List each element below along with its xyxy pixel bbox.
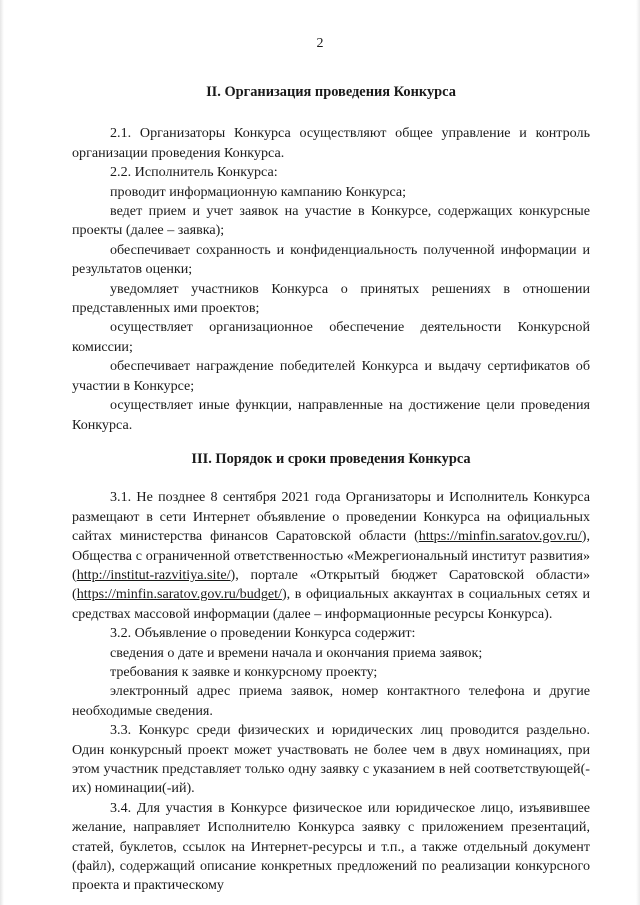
list-item-notifications: уведомляет участников Конкурса о принятых решениях в отношении представленных ими проектов; xyxy=(72,280,590,317)
scan-edge-left xyxy=(0,0,4,905)
paragraph-2-1: 2.1. Организаторы Конкурса осуществляют общее управление и контроль организации проведения Конкурса. xyxy=(72,125,590,161)
list-item-info-campaign: проводит информационную кампанию Конкурса; xyxy=(110,183,407,200)
paragraph-2-2: 2.2. Исполнитель Конкурса: xyxy=(110,164,278,181)
scan-edge-right xyxy=(636,0,640,905)
list-item-other-functions: осуществляет иные функции, направленные на достижение цели проведения Конкурса. xyxy=(72,397,590,433)
link-minfin-budget[interactable]: https://minfin.saratov.gov.ru/budget/ xyxy=(76,586,282,603)
document-body xyxy=(72,83,590,896)
link-institut-razvitiya[interactable]: http://institut-razvitiya.site/ xyxy=(76,566,231,583)
list-item-dates: сведения о дате и времени начала и окончания приема заявок; xyxy=(110,644,483,661)
paragraph-3-4: 3.4. Для участия в Конкурсе физическое или юридическое лицо, изъявившее желание, направляет Исполнителю Конкурса заявку с приложением презентаций, статей, буклетов, ссылок на Интернет-ресурсы и т.п., а также отдельный документ (файл), содержащий описание конкретных предложений по реализации конкурсного проекта и практическому xyxy=(72,799,590,894)
paragraph-3-1-text: ), в официальных аккаунтах в социальных сетях и средствах массовой информации (далее – информационные ресурсы Конкурса). xyxy=(72,586,590,622)
list-item-confidentiality: обеспечивает сохранность и конфиденциальность полученной информации и результатов оценки; xyxy=(72,241,590,278)
paragraph-3-1-text: 3.1. Не позднее 8 сентября 2021 года Организаторы и Исполнитель Конкурса размещают в сети Интернет объявление о проведении Конкурса на официальных сайтах министерства финансов Саратовской области ( xyxy=(72,489,590,545)
list-item-contacts: электронный адрес приема заявок, номер контактного телефона и другие необходимые сведения. xyxy=(72,683,590,719)
paragraph-3-3: 3.3. Конкурс среди физических и юридических лиц проводится раздельно. Один конкурсный проект может участвовать не более чем в двух номинациях, при этом участник представляет только одну заявку с указанием в ней соответствующей(-их) номинации(-ий). xyxy=(72,722,590,797)
page-number: 2 xyxy=(316,36,324,51)
section-2-title: II. Организация проведения Конкурса xyxy=(206,84,456,100)
link-minfin-saratov[interactable]: https://minfin.saratov.gov.ru/ xyxy=(418,528,582,545)
paragraph-3-1-text: ), Общества с ограниченной ответственностью «Межрегиональный институт развития» ( xyxy=(72,528,590,583)
list-item-awards: обеспечивает награждение победителей Конкурса и выдачу сертификатов об участии в Конкурсе; xyxy=(72,358,590,394)
paragraph-3-1-text: ), портале «Открытый бюджет Саратовской области» ( xyxy=(72,566,590,603)
paragraph-3-1 xyxy=(72,488,590,624)
list-item-applications: ведет прием и учет заявок на участие в Конкурсе, содержащих конкурсные проекты (далее – заявка); xyxy=(72,203,590,239)
paragraph-3-2: 3.2. Объявление о проведении Конкурса содержит: xyxy=(110,625,416,642)
list-item-requirements: требования к заявке и конкурсному проекту; xyxy=(110,663,378,680)
list-item-commission-support: осуществляет организационное обеспечение деятельности Конкурсной комиссии; xyxy=(72,319,590,355)
section-3-title: III. Порядок и сроки проведения Конкурса xyxy=(191,450,471,467)
